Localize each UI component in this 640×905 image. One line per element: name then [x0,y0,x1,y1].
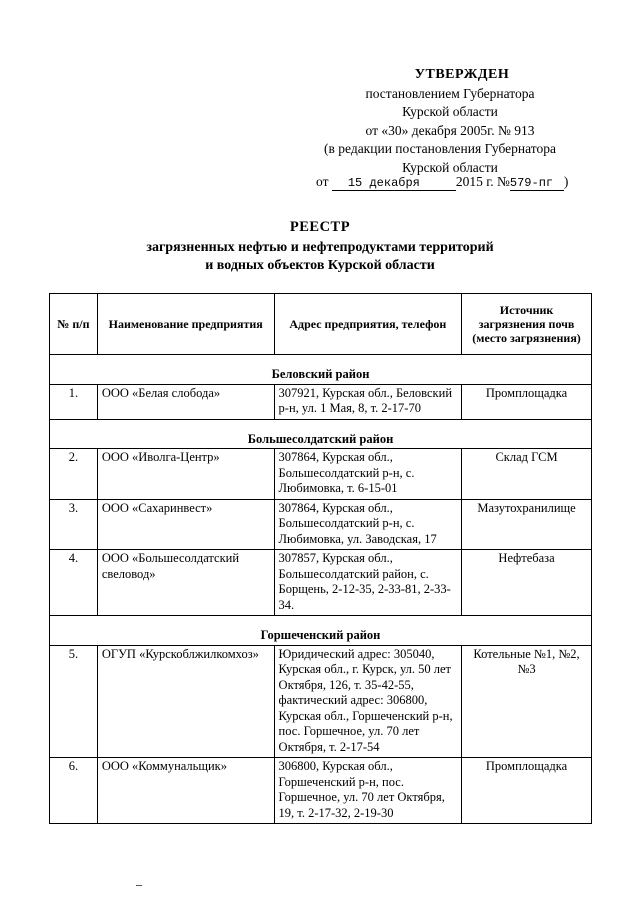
cell-num: 5. [50,645,98,758]
decree-number-field: 579-пг [510,176,564,191]
cell-name: ООО «Белая слобода» [97,384,274,419]
cell-address: 307921, Курская обл., Беловский р-н, ул. 1 Мая, 8, т. 2-17-70 [274,384,462,419]
document-title [0,218,640,276]
decree-date-field: 15 декабря [332,176,456,191]
approval-stamp-block [300,66,600,177]
header-num: № п/п [50,294,98,355]
cell-name: ООО «Иволга-Центр» [97,449,274,500]
cell-source: Нефтебаза [462,550,592,616]
cell-address: 307864, Курская обл., Большесолдатский р-н, с. Любимовка, т. 6-15-01 [274,449,462,500]
approval-line: постановлением Губернатора [365,85,535,101]
cell-num: 4. [50,550,98,616]
approval-line: Курской области [402,159,498,175]
header-source: Источник загрязнения почв (место загрязнения) [462,294,592,355]
district-row [50,616,592,646]
table-row [50,550,592,616]
cell-name: ОГУП «Курскоблжилкомхоз» [97,645,274,758]
table-row [50,499,592,550]
title-sub: загрязненных нефтью и нефтепродуктами территорий [146,239,494,255]
decree-close: ) [563,174,569,189]
cell-num: 2. [50,449,98,500]
cell-num: 3. [50,499,98,550]
decree-reference [316,174,568,191]
cell-source: Мазутохранилище [462,499,592,550]
cell-source: Склад ГСМ [462,449,592,500]
table-header-row [50,294,592,355]
district-name: Беловский район [50,355,592,385]
cell-num: 1. [50,384,98,419]
table-row [50,449,592,500]
header-address: Адрес предприятия, телефон [274,294,462,355]
decree-year: 2015 г. № [455,174,510,189]
table-row [50,384,592,419]
cell-source: Промплощадка [462,384,592,419]
cell-address: 306800, Курская обл., Горшеченский р-н, пос. Горшечное, ул. 70 лет Октября, 19, т. 2-17-32, 2-19-30 [274,758,462,824]
district-row [50,419,592,449]
approval-line: от «30» декабря 2005г. № 913 [365,122,535,138]
cell-name: ООО «Коммунальщик» [97,758,274,824]
registry-table [49,293,592,824]
header-name: Наименование предприятия [97,294,274,355]
decree-prefix: от [316,174,329,189]
district-row [50,355,592,385]
cell-name: ООО «Сахаринвест» [97,499,274,550]
approval-line: (в редакции постановления Губернатора [324,141,556,156]
title-sub: и водных объектов Курской области [205,258,435,273]
cell-source: Котельные №1, №2, №3 [462,645,592,758]
table-row [50,645,592,758]
district-name: Горшеченский район [50,616,592,646]
scan-artifact [136,885,142,886]
cell-address: 307864, Курская обл., Большесолдатский р-н, с. Любимовка, ул. Заводская, 17 [274,499,462,550]
approval-stamp-title: УТВЕРЖДЕН [414,67,510,82]
title-main: РЕЕСТР [289,219,351,235]
district-name: Большесолдатский район [50,419,592,449]
table-row [50,758,592,824]
cell-address: Юридический адрес: 305040, Курская обл., г. Курск, ул. 50 лет Октября, 126, т. 35-42-55, фактический адрес: 306800, Курская обл., Горшеченский р-н, пос. Горшечное, ул. 70 лет Октября, т. 2-17-54 [274,645,462,758]
cell-address: 307857, Курская обл., Большесолдатский район, с. Борщень, 2-12-35, 2-33-81, 2-33-34. [274,550,462,616]
cell-num: 6. [50,758,98,824]
cell-name: ООО «Большесолдатский свеловод» [97,550,274,616]
approval-line: Курской области [402,104,498,119]
cell-source: Промплощадка [462,758,592,824]
